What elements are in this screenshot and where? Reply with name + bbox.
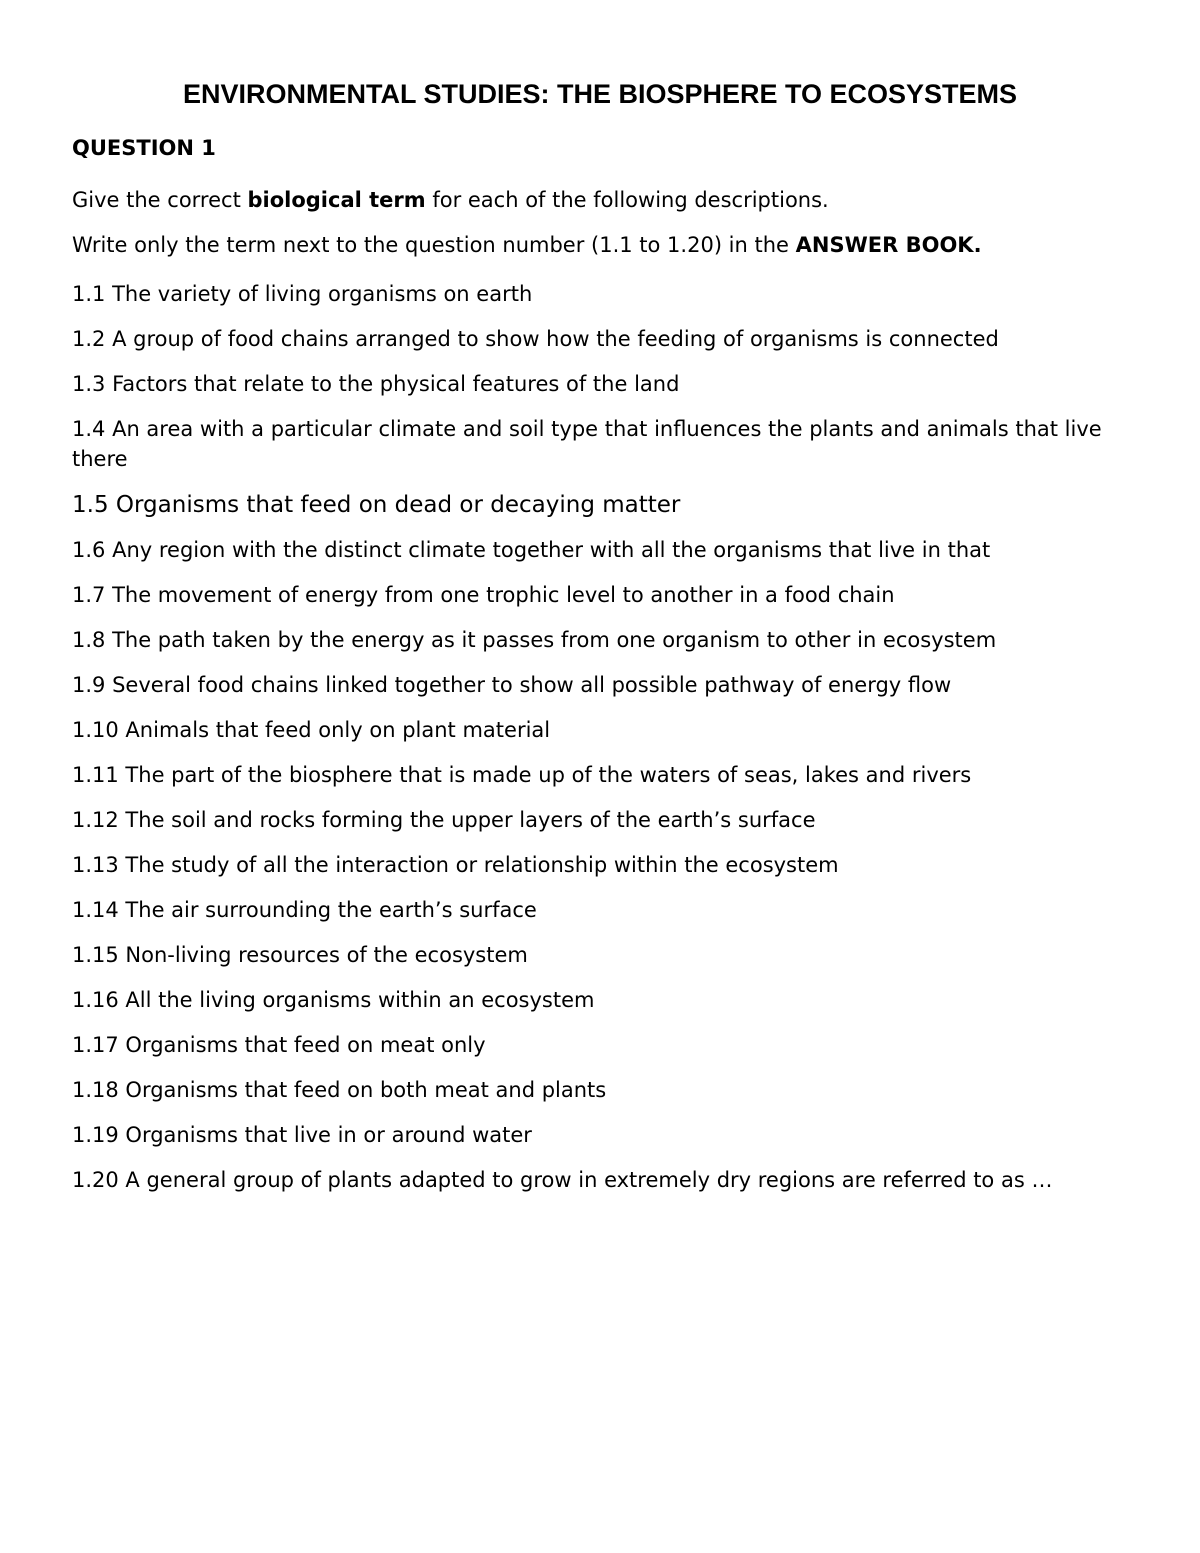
question-item-1-18: 1.18 Organisms that feed on both meat and plants [72,1078,607,1102]
question-list [72,279,1128,1210]
question-item-1-13: 1.13 The study of all the interaction or relationship within the ecosystem [72,853,839,877]
instruction-line-2 [72,232,1128,259]
question-item-1-16: 1.16 All the living organisms within an ecosystem [72,988,595,1012]
question-item-1-6: 1.6 Any region with the distinct climate together with all the organisms that live in that [72,538,991,562]
question-item-1-5: 1.5 Organisms that feed on dead or decaying matter [72,492,681,518]
instruction-line-1 [72,187,1128,214]
question-item-1-11: 1.11 The part of the biosphere that is made up of the waters of seas, lakes and rivers [72,763,972,787]
question-item-1-17: 1.17 Organisms that feed on meat only [72,1033,486,1057]
instruction-1-text-before: Give the correct [72,188,248,212]
question-item-1-4: 1.4 An area with a particular climate and soil type that influences the plants and animals that live there [72,417,1102,471]
question-item-1-8: 1.8 The path taken by the energy as it passes from one organism to other in ecosystem [72,628,997,652]
question-item-1-10: 1.10 Animals that feed only on plant material [72,718,551,742]
question-item-1-14: 1.14 The air surrounding the earth’s surface [72,898,537,922]
instruction-2-bold-answer-book: ANSWER BOOK. [795,233,982,257]
question-item-1-19: 1.19 Organisms that live in or around water [72,1123,532,1147]
question-item-1-12: 1.12 The soil and rocks forming the upper layers of the earth’s surface [72,808,816,832]
question-item-1-15: 1.15 Non-living resources of the ecosystem [72,943,528,967]
question-heading: QUESTION 1 [72,136,216,160]
question-item-1-2: 1.2 A group of food chains arranged to show how the feeding of organisms is connected [72,327,999,351]
question-item-1-20: 1.20 A general group of plants adapted to grow in extremely dry regions are referred to as … [72,1168,1053,1192]
instruction-2-text-before: Write only the term next to the question number (1.1 to 1.20) in the [72,233,796,257]
instruction-1-text-after: for each of the following descriptions. [425,188,829,212]
question-item-1-3: 1.3 Factors that relate to the physical features of the land [72,372,680,396]
instruction-1-bold-term: biological term [247,188,426,212]
document-title: ENVIRONMENTAL STUDIES: THE BIOSPHERE TO ECOSYSTEMS [182,79,1018,109]
instructions [72,187,1128,277]
question-item-1-7: 1.7 The movement of energy from one trophic level to another in a food chain [72,583,895,607]
question-item-1-1: 1.1 The variety of living organisms on earth [72,282,533,306]
question-item-1-9: 1.9 Several food chains linked together to show all possible pathway of energy flow [72,673,952,697]
